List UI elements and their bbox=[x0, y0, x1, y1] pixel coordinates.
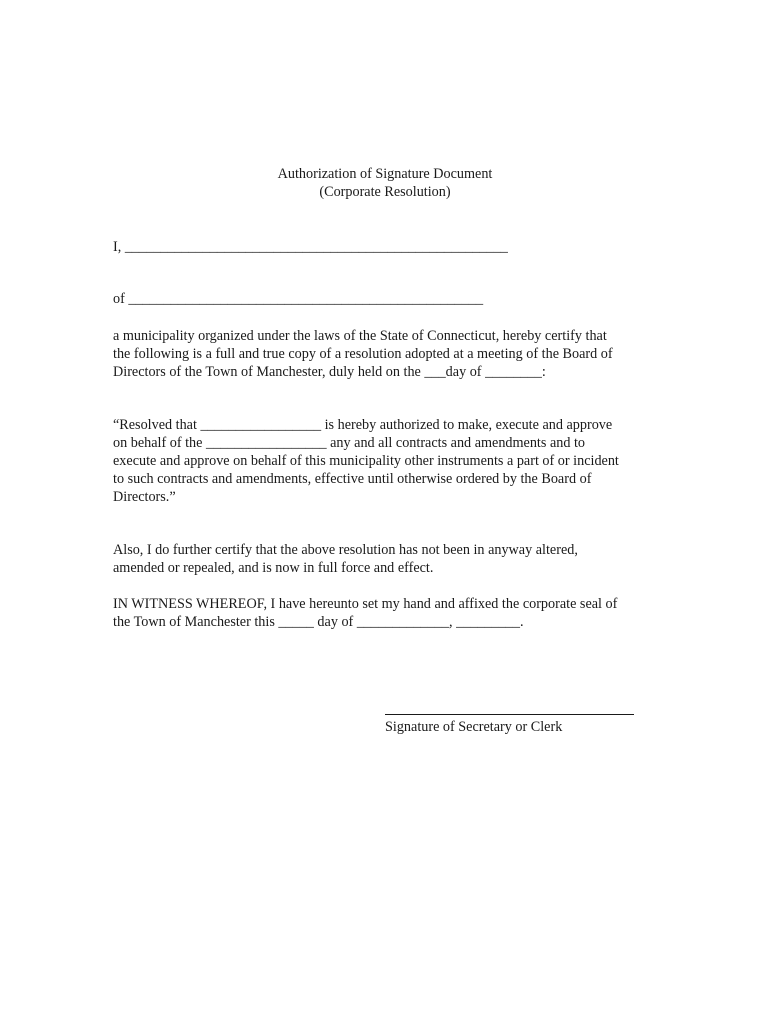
witness-line: IN WITNESS WHEREOF, I have hereunto set my hand and affixed the corporate seal of bbox=[113, 596, 618, 612]
further-certify-paragraph bbox=[113, 541, 673, 577]
signature-line[interactable] bbox=[385, 714, 634, 715]
further-line: amended or repealed, and is now in full force and effect. bbox=[113, 560, 434, 576]
certify-paragraph bbox=[113, 327, 673, 381]
document-title-block bbox=[0, 165, 770, 201]
resolution-line: “Resolved that _________________ is hereby authorized to make, execute and approve bbox=[113, 417, 613, 433]
name-blank-line[interactable]: I, ______________________________________________________ bbox=[113, 239, 508, 255]
resolution-line: on behalf of the _________________ any and all contracts and amendments and to bbox=[113, 435, 586, 451]
witness-line: the Town of Manchester this _____ day of _____________, _________. bbox=[113, 614, 524, 630]
resolution-line: execute and approve on behalf of this municipality other instruments a part of or incident bbox=[113, 453, 619, 469]
document-subtitle: (Corporate Resolution) bbox=[319, 184, 451, 200]
document-title: Authorization of Signature Document bbox=[277, 166, 493, 182]
certify-line: Directors of the Town of Manchester, duly held on the ___day of ________: bbox=[113, 364, 546, 380]
certify-line: a municipality organized under the laws of the State of Connecticut, hereby certify that bbox=[113, 328, 607, 344]
witness-paragraph bbox=[113, 595, 673, 631]
signature-label: Signature of Secretary or Clerk bbox=[385, 719, 563, 735]
further-line: Also, I do further certify that the above resolution has not been in anyway altered, bbox=[113, 542, 578, 558]
municipality-blank-line[interactable]: of __________________________________________________ bbox=[113, 291, 484, 307]
resolution-line: Directors.” bbox=[113, 489, 176, 505]
resolution-paragraph bbox=[113, 416, 673, 506]
resolution-line: to such contracts and amendments, effective until otherwise ordered by the Board of bbox=[113, 471, 592, 487]
certify-line: the following is a full and true copy of a resolution adopted at a meeting of the Board of bbox=[113, 346, 613, 362]
